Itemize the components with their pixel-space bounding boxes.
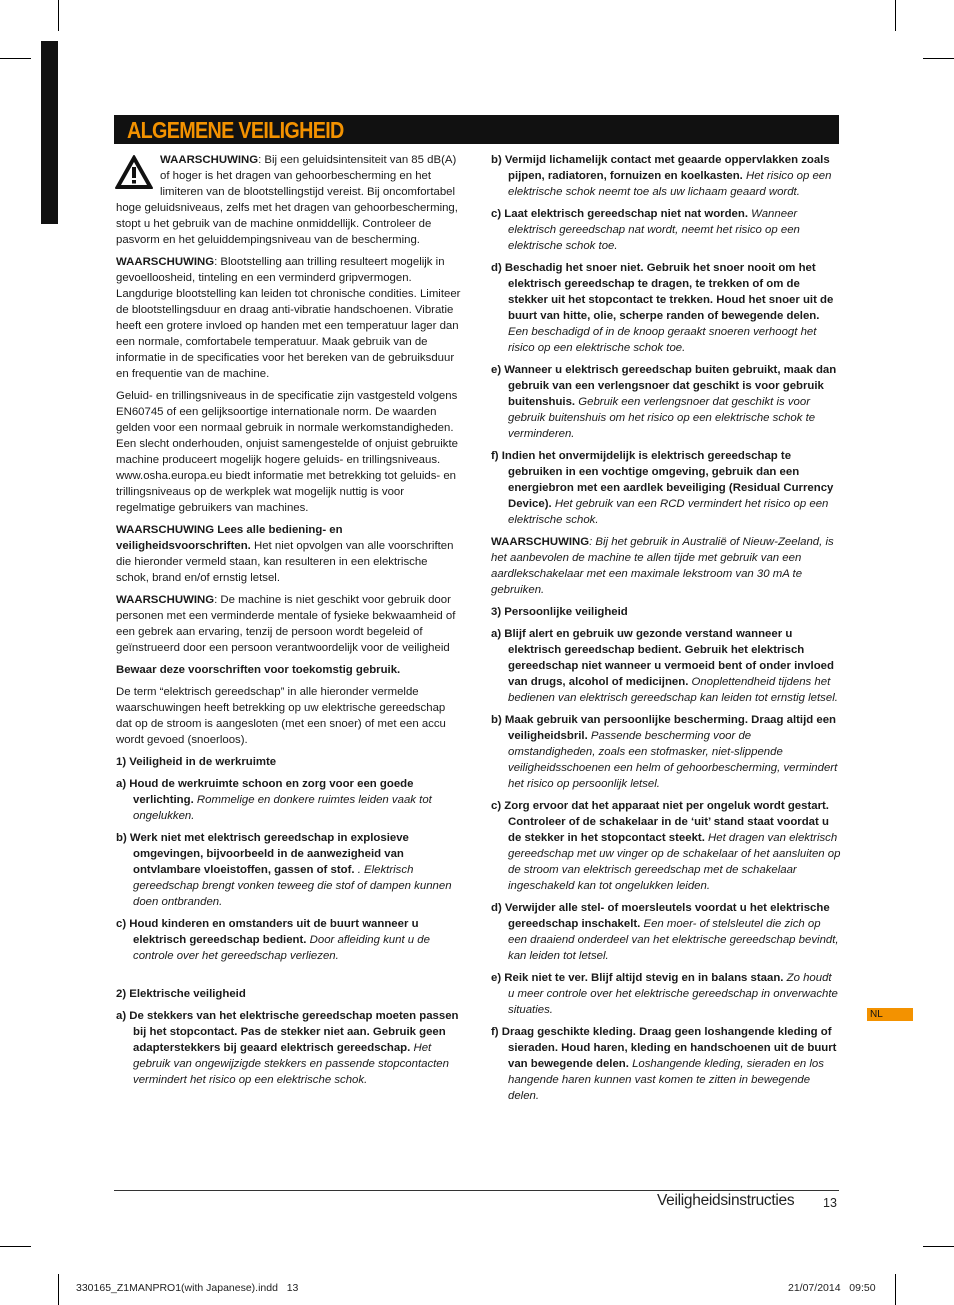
warning-text: Het niet opvolgen van alle voorschriften die hieronder vermeld staan, kan resulteren in een elektrische schok, brand en/of ernstig letsel. (116, 540, 454, 584)
item-bold: b) Maak gebruik van persoonlijke bescherming. Draag altijd een veiligheidsbril. (491, 714, 836, 742)
list-item (491, 626, 841, 706)
warning-label: WAARSCHUWING (491, 536, 590, 548)
list-item (491, 798, 841, 894)
list-item (116, 776, 462, 824)
warning-text: : Bij het gebruik in Australië of Nieuw-Zeeland, is het aanbevolen de machine te allen tijde met gebruik van een aardlekschakelaar met een maximale lekstroom van 30 mA te gebruiken. (491, 536, 834, 596)
warning-label: WAARSCHUWING (160, 154, 259, 166)
warning-noise (116, 152, 462, 248)
item-italic: Door afleiding kunt u de controle over het gereedschap verliezen. (133, 934, 430, 962)
warning-label: WAARSCHUWING (116, 594, 215, 606)
footer-section-label: Veiligheidsinstructies (657, 1192, 795, 1209)
list-item (491, 362, 841, 442)
list-item (116, 916, 462, 964)
item-italic: Loshangende kleding, sieraden en los hangende haren kunnen vast komen te zitten in bewegende delen. (508, 1058, 824, 1102)
section-title-bar (114, 115, 839, 144)
warning-label: WAARSCHUWING Lees alle bediening- en veiligheidsvoorschriften. (116, 524, 343, 552)
item-italic: Een moer- of stelsleutel die zich op een draaiend onderdeel van het elektrische gereedschap bevindt, kan leiden tot letsel. (508, 918, 839, 962)
page-number: 13 (823, 1196, 837, 1210)
item-italic: Het risico op een elektrische schok neemt toe als uw lichaam geaard wordt. (508, 170, 832, 198)
item-italic: Gebruik een verlengsnoer dat geschikt is voor gebruik buitenshuis om het risico op een elektrische schok te verminderen. (508, 396, 816, 440)
print-imprint-file: 330165_Z1MANPRO1(with Japanese).indd 13 (76, 1282, 299, 1294)
item-bold: e) Reik niet te ver. Blijf altijd stevig en in balans staan. (491, 972, 784, 984)
item-bold: f) Indien het onvermijdelijk is elektrisch gereedschap te gebruiken in een vochtige omgeving, gebruik dan een energiebron met een aardlek beveiliging (Residual Currency Device). (491, 450, 834, 510)
item-italic: Zo houdt u meer controle over het elektrische gereedschap in onverwachte situaties. (508, 972, 838, 1016)
levels-paragraph: Geluid- en trillingsniveaus in de specificatie zijn vastgesteld volgens EN60745 of een gelijksoortige internationale norm. De waarden gelden voor een normaal gebruik in normale werkomstandigheden. Een slecht onderhouden, onjuist samengestelde of onjuist gebruikte machine produceert mogelijk hogere geluids- en trillingsniveaus. www.osha.europa.eu biedt informatie met betrekking tot geluids- en trillingsniveaus op de werkplek wat mogelijk nuttig is voor regelmatige gebruikers van machines. (116, 390, 458, 514)
section-heading-electrical: 2) Elektrische veiligheid (116, 988, 246, 1000)
keep-instructions: Bewaar deze voorschriften voor toekomstig gebruik. (116, 664, 401, 676)
crop-mark (58, 0, 59, 31)
warning-text: : De machine is niet geschikt voor gebruik door personen met een verminderde mentale of fysieke bekwaamheid of een gebrek aan ervaring, tenzij de persoon wordt begeleid of geïnstrueerd door een persoon verantwoordelijk voor de veiligheid (116, 594, 456, 654)
item-italic: Rommelige en donkere ruimtes leiden vaak tot ongelukken. (133, 794, 432, 822)
crop-mark (895, 1274, 896, 1305)
warning-label: WAARSCHUWING (116, 256, 215, 268)
print-imprint-date: 21/07/2014 09:50 (788, 1282, 876, 1294)
section-title: ALGEMENE VEILIGHEID (127, 117, 344, 143)
crop-mark (895, 0, 896, 31)
list-item (491, 260, 841, 356)
item-italic: Onoplettendheid tijdens het bedienen van elektrisch gereedschap kan leiden tot ernstig letsel. (508, 676, 838, 704)
list-item (491, 206, 841, 254)
item-bold: c) Laat elektrisch gereedschap niet nat worden. (491, 208, 749, 220)
item-italic: . Elektrisch gereedschap brengt vonken teweeg die stof of dampen kunnen doen ontbranden. (133, 864, 452, 908)
item-italic: Wanneer elektrisch gereedschap nat wordt, neemt het risico op een elektrische schok toe. (508, 208, 800, 252)
item-bold: c) Zorg ervoor dat het apparaat niet per ongeluk wordt gestart. Controleer of de schakelaar in de ‘uit’ stand staat voordat u de stekker in het stopcontact steekt. (491, 800, 829, 844)
item-italic: Een beschadigd of in de knoop geraakt snoeren verhoogt het risico op een elektrische schok toe. (508, 326, 817, 354)
language-tab: NL (867, 1008, 913, 1021)
warning-triangle-icon (114, 154, 154, 190)
item-italic: Het dragen van elektrisch gereedschap met uw vinger op de schakelaar of het aansluiten op de stroom van elektrisch gereedschap met de schakelaar ingeschakeld kan tot ongelukken leiden. (508, 832, 841, 892)
warning-text: : Blootstelling aan trilling resulteert mogelijk in gevoelloosheid, tinteling en een verminderd gripvermogen. Langdurige blootstelling kan leiden tot chronische condities. Limiteer de blootstellingsduur en draag anti-vibratie handschoenen. Vibratie heeft een grotere invloed op handen met een temperatuur lager dan een normale, comfortabele temperatuur. Maak gebruik van de informatie in de specificaties voor het bereken van de gebruiksduur en frequentie van de machine. (116, 256, 461, 380)
item-bold: a) De stekkers van het elektrische gereedschap moeten passen bij het stopcontact. Pas de stekker niet aan. Gebruik geen adapterstekkers bij geaard elektrisch gereedschap. (116, 1010, 459, 1054)
item-italic: Het gebruik van ongewijzigde stekkers en passende stopcontacten vermindert het risico op een elektrische schok. (133, 1042, 449, 1086)
item-bold: b) Werk niet met elektrisch gereedschap in explosieve omgevingen, bijvoorbeeld in de aanwezigheid van ontvlambare vloeistoffen, gassen of stof. (116, 832, 409, 876)
warning-australia (491, 534, 841, 598)
warning-read-instructions (116, 522, 462, 586)
warning-text: : Bij een geluidsintensiteit van 85 dB(A) of hoger is het dragen van gehoorbescherming en het limiteren van de blootstellingstijd vereist. Bij oncomfortabel hoge geluidsniveaus, zelfs met het dragen van gehoorbescherming, stopt u het gebruik van de machine onmiddellijk. Controleer de pasvorm en het geluiddempingsniveau van de bescherming. (116, 154, 458, 246)
list-item (491, 1024, 841, 1104)
section-heading-personal: 3) Persoonlijke veiligheid (491, 606, 628, 618)
list-item (491, 152, 841, 200)
footer-rule (114, 1190, 839, 1191)
right-column (491, 152, 841, 1110)
list-item (491, 448, 841, 528)
item-bold: d) Beschadig het snoer niet. Gebruik het snoer nooit om het elektrisch gereedschap te dragen, te trekken of om de stekker uit het stopcontact te trekken. Houd het snoer uit de buurt van hitte, olie, scherpe randen of bewegende delen. (491, 262, 834, 322)
list-item (116, 1008, 462, 1088)
term-paragraph: De term “elektrisch gereedschap” in alle hieronder vermelde waarschuwingen heeft betrekking op uw elektrische gereedschap dat op de stroom is aangesloten (met een snoer) of met een accu wordt gevoed (snoerloos). (116, 686, 446, 746)
list-item (491, 970, 841, 1018)
section-heading-workspace: 1) Veiligheid in de werkruimte (116, 756, 277, 768)
warning-persons (116, 592, 462, 656)
list-item (491, 900, 841, 964)
list-item (116, 830, 462, 910)
item-italic: Het gebruik van een RCD vermindert het risico op een elektrische schok. (508, 498, 829, 526)
crop-mark (923, 58, 954, 59)
side-marker-bar (41, 41, 58, 224)
item-bold: c) Houd kinderen en omstanders uit de buurt wanneer u elektrisch gereedschap bedient. (116, 918, 419, 946)
item-bold: e) Wanneer u elektrisch gereedschap buiten gebruikt, maak dan gebruik van een verlengsnoer dat geschikt is voor gebruik buitenshuis. (491, 364, 837, 408)
item-bold: b) Vermijd lichamelijk contact met geaarde oppervlakken zoals pijpen, radiatoren, fornuizen en koelkasten. (491, 154, 830, 182)
crop-mark (0, 1246, 31, 1247)
item-bold: a) Houd de werkruimte schoon en zorg voor een goede verlichting. (116, 778, 414, 806)
crop-mark (58, 1274, 59, 1305)
item-bold: f) Draag geschikte kleding. Draag geen loshangende kleding of sieraden. Houd haren, kleding en handschoenen uit de buurt van bewegende delen. (491, 1026, 837, 1070)
list-item (491, 712, 841, 792)
left-column (116, 152, 462, 1094)
item-bold: a) Blijf alert en gebruik uw gezonde verstand wanneer u elektrisch gereedschap bedient. Gebruik het elektrisch gereedschap niet wanneer u vermoeid bent of onder invloed van drugs, alcohol of medicijnen. (491, 628, 834, 688)
item-italic: Passende bescherming voor de omstandigheden, zoals een stofmasker, niet-slippende veiligheidsschoenen een helm of gehoorbescherming, vermindert het risico op persoonlijk letsel. (508, 730, 838, 790)
crop-mark (0, 58, 31, 59)
item-bold: d) Verwijder alle stel- of moersleutels voordat u het elektrische gereedschap inschakelt. (491, 902, 830, 930)
warning-vibration (116, 254, 462, 382)
crop-mark (923, 1246, 954, 1247)
